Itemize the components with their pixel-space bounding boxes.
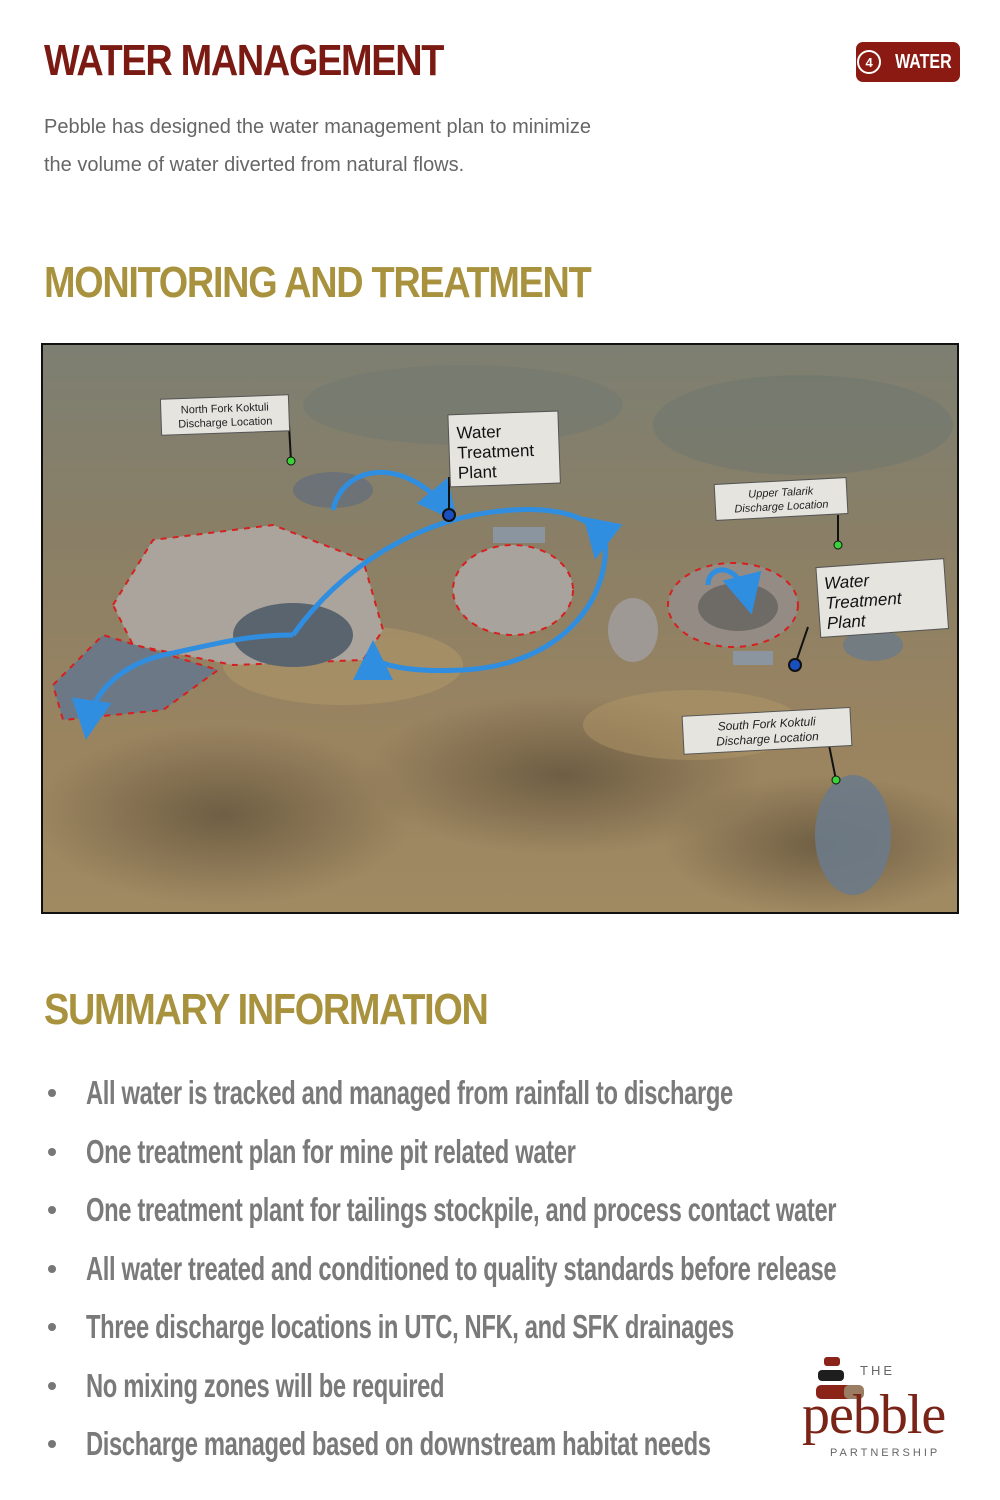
bullet-text: One treatment plant for tailings stockpile, and process contact water xyxy=(86,1191,837,1229)
section-badge xyxy=(856,42,960,82)
intro-text xyxy=(44,108,744,184)
wtp1-label-line2: Treatment xyxy=(456,440,535,463)
list-item xyxy=(44,1181,1000,1240)
logo-partnership: PARTNERSHIP xyxy=(830,1447,941,1459)
bullet-text: One treatment plan for mine pit related water xyxy=(86,1132,576,1170)
upper-talarik-label-line2: Discharge Location xyxy=(734,498,829,516)
bullet-text: All water treated and conditioned to quality standards before release xyxy=(86,1249,837,1287)
wtp1-label-line3: Plant xyxy=(457,462,498,483)
bullet-icon xyxy=(48,1265,56,1273)
bullet-text: All water is tracked and managed from rainfall to discharge xyxy=(86,1074,733,1112)
bullet-icon xyxy=(48,1206,56,1214)
bullet-text: Three discharge locations in UTC, NFK, and SFK drainages xyxy=(86,1308,734,1346)
monitoring-heading: MONITORING AND TREATMENT xyxy=(44,258,591,307)
page-title: WATER MANAGEMENT xyxy=(44,36,444,85)
bullet-icon xyxy=(48,1089,56,1097)
south-fork-label-line1: South Fork Koktuli xyxy=(717,714,816,734)
north-fork-label-line1: North Fork Koktuli xyxy=(180,401,269,417)
bullet-text: No mixing zones will be required xyxy=(86,1366,445,1404)
list-item xyxy=(44,1298,1000,1357)
bullet-icon xyxy=(48,1323,56,1331)
logo-wordmark: pebble xyxy=(802,1384,946,1446)
badge-label: WATER xyxy=(895,50,952,73)
south-fork-label-line2: Discharge Location xyxy=(715,729,820,749)
bullet-icon xyxy=(48,1382,56,1390)
list-item xyxy=(44,1240,1000,1299)
upper-talarik-label-line1: Upper Talarik xyxy=(747,485,814,501)
north-fork-label-line2: Discharge Location xyxy=(178,415,273,431)
bullet-icon xyxy=(48,1440,56,1448)
logo-the: THE xyxy=(860,1363,895,1378)
wtp2-label-line2: Treatment xyxy=(824,588,903,614)
list-item xyxy=(44,1123,1000,1182)
wtp2-label-line1: Water xyxy=(823,570,870,594)
intro-line-2: the volume of water diverted from natural flows. xyxy=(44,154,465,176)
badge-number: 4 xyxy=(857,50,881,74)
wtp1-label-line1: Water xyxy=(456,422,502,443)
bullet-icon xyxy=(48,1148,56,1156)
wtp2-label-line3: Plant xyxy=(826,611,867,633)
summary-heading: SUMMARY INFORMATION xyxy=(44,985,488,1034)
site-map xyxy=(41,343,959,914)
bullet-text: Discharge managed based on downstream habitat needs xyxy=(86,1425,711,1463)
pebble-logo xyxy=(800,1355,965,1470)
list-item xyxy=(44,1064,1000,1123)
intro-line-1: Pebble has designed the water management plan to minimize xyxy=(44,116,591,138)
